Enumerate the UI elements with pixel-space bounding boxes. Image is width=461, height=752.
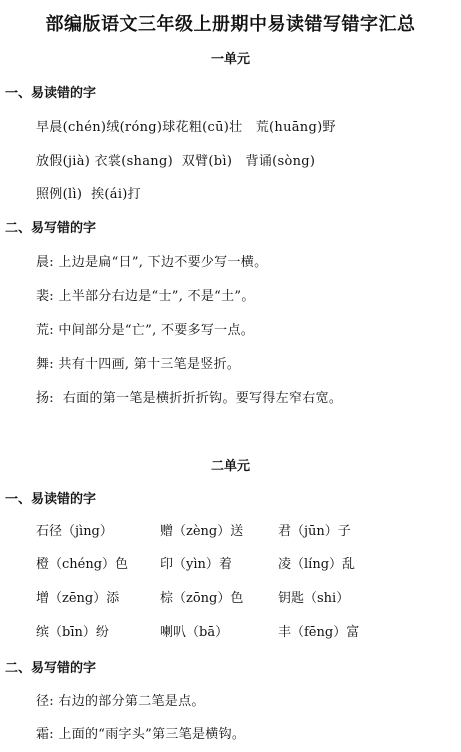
unit-1-read-line: 放假(jià) 衣裳(shang) 双臂(bì) 背诵(sòng) <box>36 154 316 169</box>
read-item: 凌（líng）乱 <box>278 557 356 572</box>
unit-2-read-row <box>36 587 456 607</box>
read-item: 棕（zōng）色 <box>160 591 244 606</box>
read-item: 橙（chéng）色 <box>36 557 129 572</box>
unit-2-write-line: 霜: 上面的“雨字头”第三笔是横钩。 <box>36 727 246 742</box>
read-item: 缤（bīn）纷 <box>36 625 109 640</box>
unit-2-read-row <box>36 621 456 641</box>
read-item: 丰（fēng）富 <box>278 625 360 640</box>
unit-1-write-section-heading: 二、易写错的字 <box>5 221 97 236</box>
read-item: 喇叭（bā） <box>160 625 229 640</box>
read-item: 君（jūn）子 <box>278 524 351 539</box>
unit-2-write-section-heading: 二、易写错的字 <box>5 661 97 676</box>
unit-2-heading: 二单元 <box>210 459 250 474</box>
unit-1-read-line: 照例(lì) 挨(ái)打 <box>36 187 141 202</box>
unit-1-write-line: 扬: 右面的第一笔是横折折折钩。要写得左窄右宽。 <box>36 391 343 406</box>
unit-1-write-line: 荒: 中间部分是“亡”, 不要多写一点。 <box>36 323 255 338</box>
unit-2-read-row <box>36 553 456 573</box>
read-item: 印（yìn）着 <box>160 557 232 572</box>
unit-2-read-row <box>36 520 456 540</box>
unit-2-write-line: 径: 右边的部分第二笔是点。 <box>36 694 205 709</box>
document-title: 部编版语文三年级上册期中易读错写错字汇总 <box>45 14 416 35</box>
read-item: 增（zēng）添 <box>36 591 120 606</box>
unit-2-read-section-heading: 一、易读错的字 <box>5 492 97 507</box>
unit-1-heading: 一单元 <box>210 52 250 67</box>
read-item: 赠（zèng）送 <box>160 524 244 539</box>
read-item: 钥匙（shi） <box>278 591 350 606</box>
unit-1-write-line: 裴: 上半部分右边是“士”, 不是“土”。 <box>36 289 255 304</box>
unit-1-write-line: 舞: 共有十四画, 第十三笔是竖折。 <box>36 357 241 372</box>
unit-1-read-line: 早晨(chén)绒(róng)球花粗(cū)壮 荒(huāng)野 <box>36 120 336 135</box>
read-item: 石径（jìng） <box>36 524 113 539</box>
unit-1-read-section-heading: 一、易读错的字 <box>5 86 97 101</box>
unit-1-write-line: 晨: 上边是扁“日”, 下边不要少写一横。 <box>36 255 268 270</box>
